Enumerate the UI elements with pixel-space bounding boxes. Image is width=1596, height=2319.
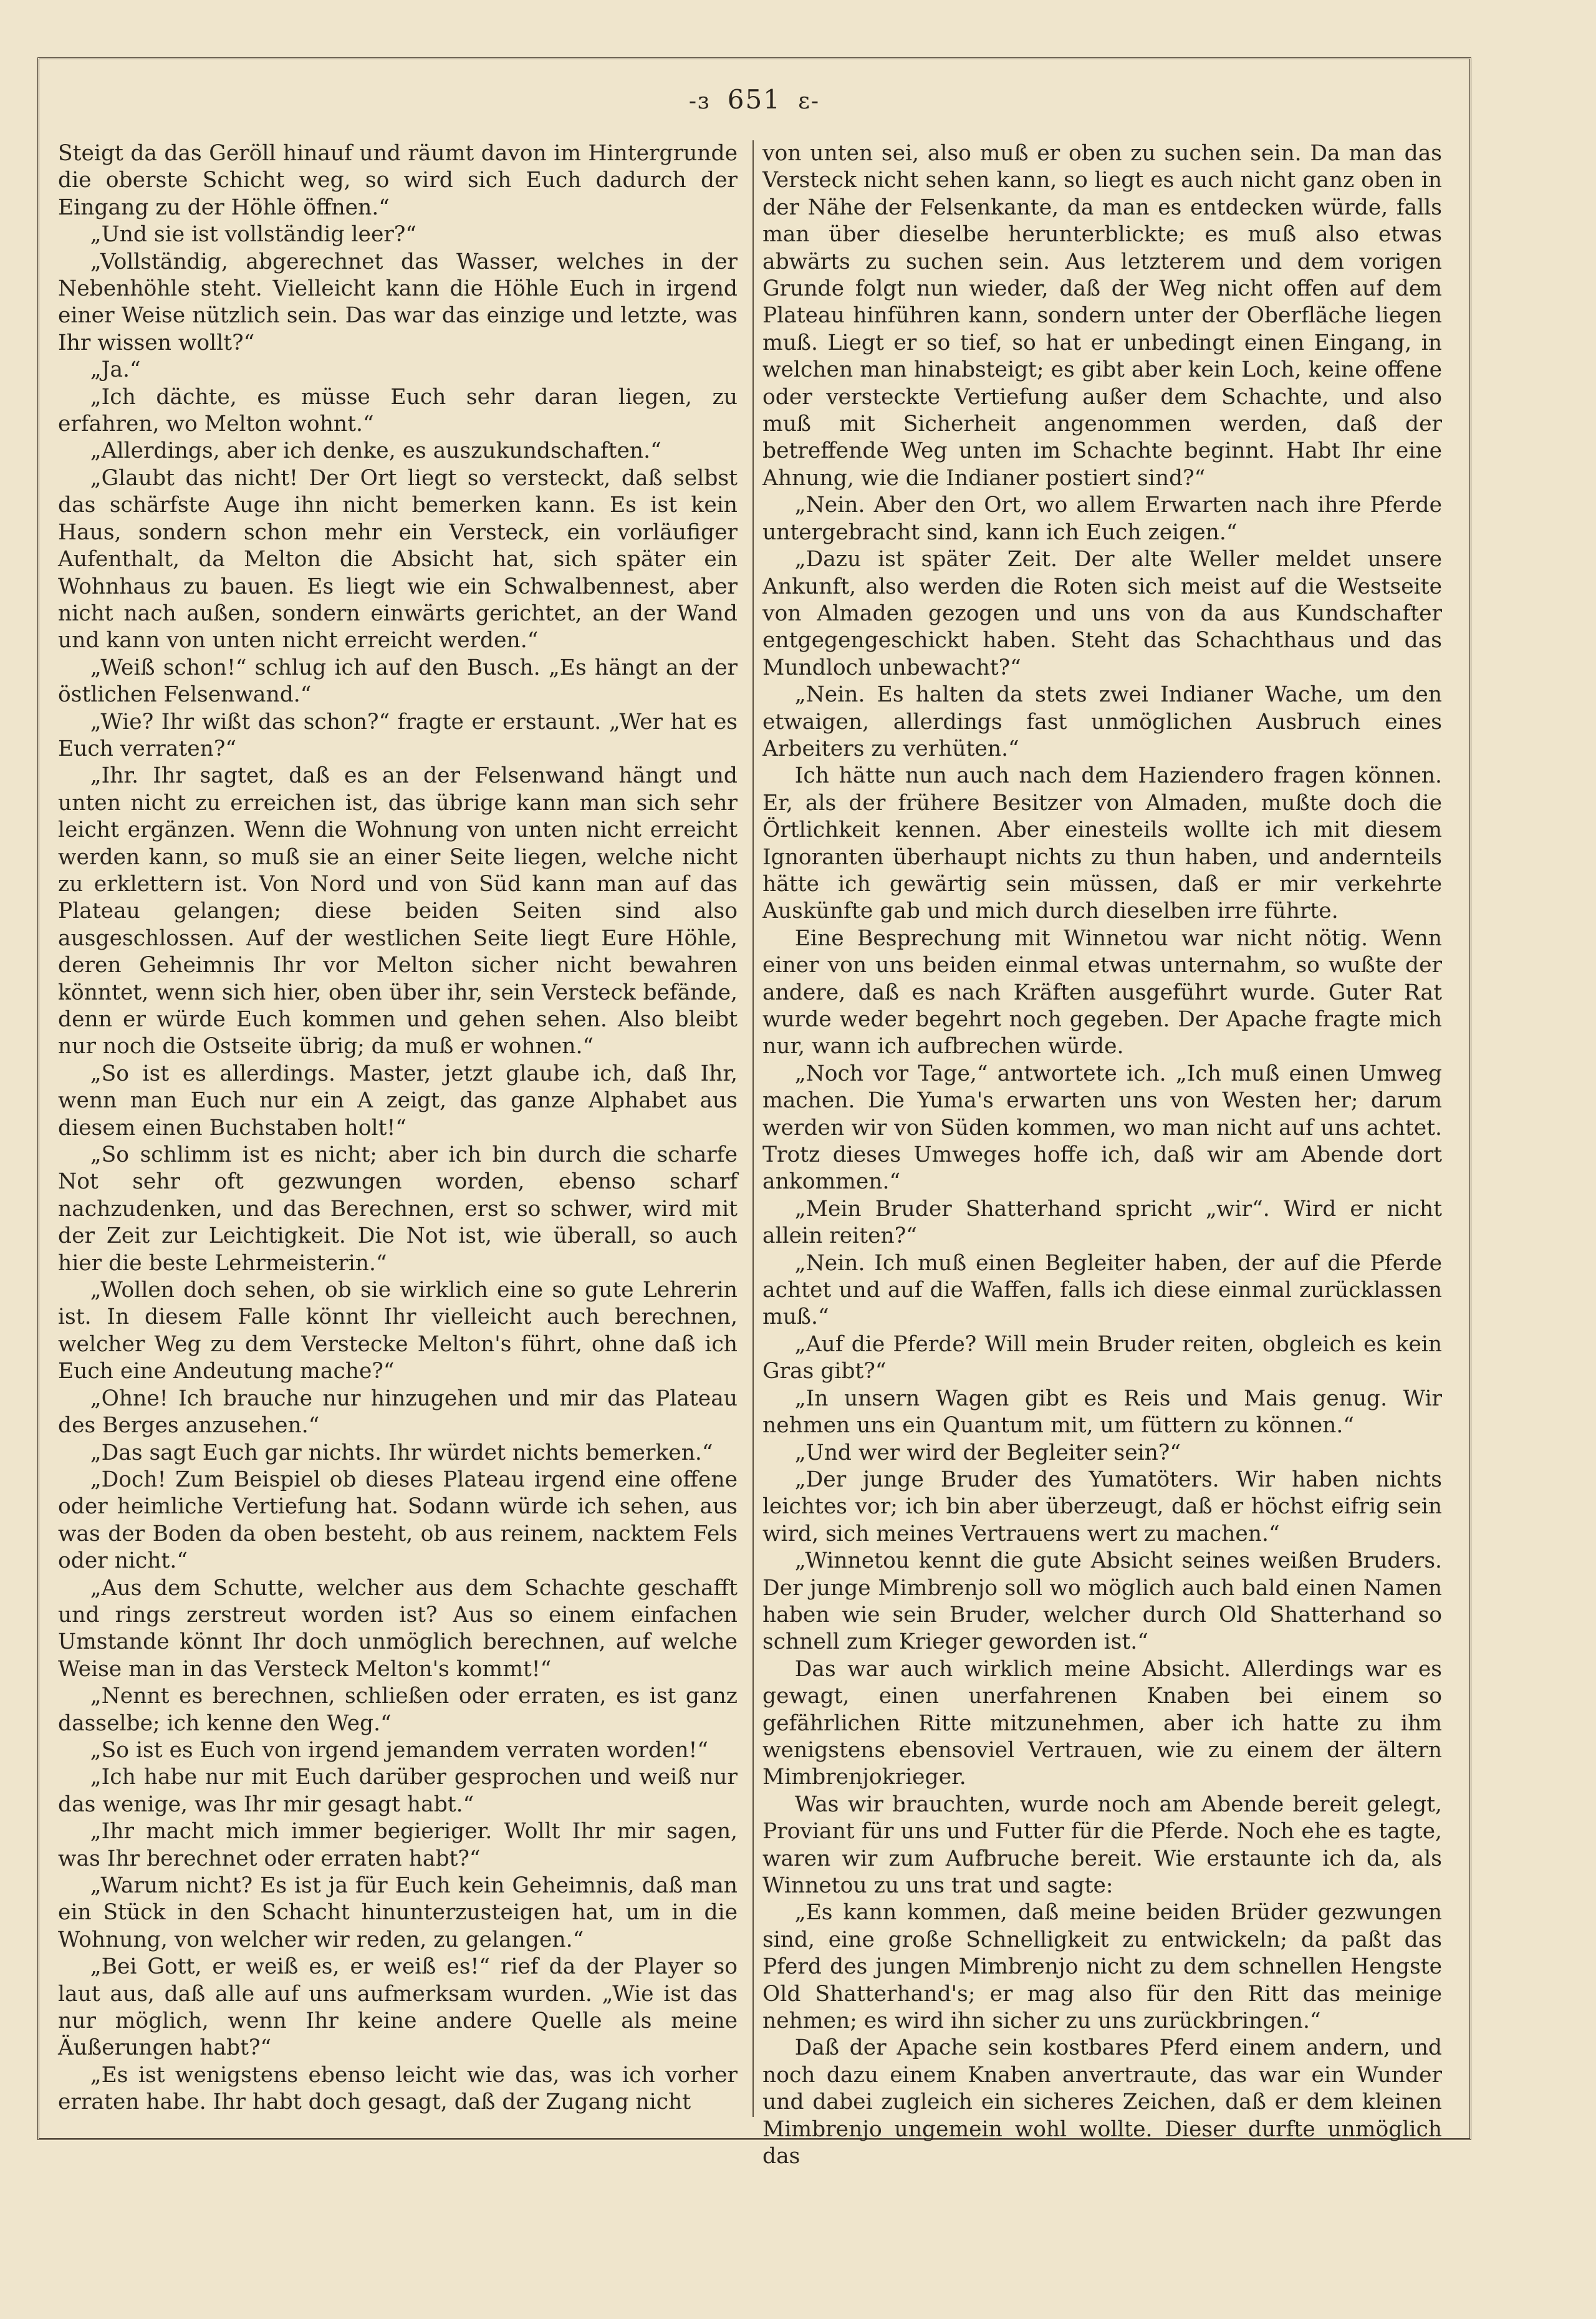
paragraph: „Nennt es berechnen, schließen oder erraten, es ist ganz dasselbe; ich kenne den Weg.“ [58,1684,738,1736]
paragraph: „Ich habe nur mit Euch darüber gesprochen und weiß nur das wenige, was Ihr mir gesagt habt.“ [58,1765,738,1817]
paragraph: Daß der Apache sein kostbares Pferd einem andern, und noch dazu einem Knaben anvertraute, das war ein Wunder und dabei zugleich ein sicheres Zeichen, daß er dem kleinen Mimbrenjo ungemein wohl wollte. Dieser durfte unmöglich das [762,2035,1442,2169]
right-column [762,140,1442,2170]
paragraph: „Doch! Zum Beispiel ob dieses Plateau irgend eine offene oder heimliche Vertiefung hat. Sodann würde ich sehen, aus was der Boden da oben besteht, ob aus reinem, nacktem Fels oder nicht.“ [58,1467,738,1574]
paragraph: „Dazu ist später Zeit. Der alte Weller meldet unsere Ankunft, also werden die Roten sich meist auf die Westseite von Almaden gezogen und uns von da aus Kundschafter entgegengeschickt haben. Steht das Schachthaus und das Mundloch unbewacht?“ [762,547,1442,680]
page-frame [37,57,1471,2169]
paragraph: „Ohne! Ich brauche nur hinzugehen und mir das Plateau des Berges anzusehen.“ [58,1386,738,1439]
paragraph: Das war auch wirklich meine Absicht. Allerdings war es gewagt, einen unerfahrenen Knaben bei einem so gefährlichen Ritte mitzunehmen, aber ich hatte zu ihm wenigstens ebensoviel Vertrauen, wie zu einem der ältern Mimbrenjokrieger. [762,1656,1442,1790]
ornament-left-icon: -ɜ [688,89,711,114]
paragraph: „Das sagt Euch gar nichts. Ihr würdet nichts bemerken.“ [90,1440,713,1465]
paragraph: „Der junge Bruder des Yumatöters. Wir haben nichts leichtes vor; ich bin aber überzeugt, daß er höchst eifrig sein wird, sich meines Vertrauens wert zu machen.“ [762,1467,1442,1546]
paragraph: „Ja.“ [90,357,141,383]
page-header [39,84,1469,115]
paragraph: „Winnetou kennt die gute Absicht seines weißen Bruders. Der junge Mimbrenjo soll wo möglich auch bald einen Namen haben wie sein Bruder, welcher durch Old Shatterhand so schnell zum Krieger geworden ist.“ [762,1548,1442,1655]
paragraph: „Aus dem Schutte, welcher aus dem Schachte geschafft und rings zerstreut worden ist? Aus so einem einfachen Umstande könnt Ihr doch unmöglich berechnen, auf welche Weise man in das Versteck Melton's kommt!“ [58,1575,738,1682]
paragraph: „Wollen doch sehen, ob sie wirklich eine so gute Lehrerin ist. In diesem Falle könnt Ihr vielleicht auch berechnen, welcher Weg zu dem Verstecke Melton's führt, ohne daß ich Euch eine Andeutung mache?“ [58,1278,738,1384]
paragraph: Ich hätte nun auch nach dem Haziendero fragen können. Er, als der frühere Besitzer von Almaden, mußte doch die Örtlichkeit kennen. Aber einesteils wollte ich mit diesem Ignoranten überhaupt nichts zu thun haben, und andernteils hätte ich gewärtig sein müssen, daß er mir verkehrte Auskünfte gab und mich durch dieselben irre führte. [762,763,1442,924]
paragraph: „Es ist wenigstens ebenso leicht wie das, was ich vorher erraten habe. Ihr habt doch gesagt, daß der Zugang nicht [58,2062,738,2115]
paragraph: „Und wer wird der Begleiter sein?“ [794,1440,1181,1465]
paragraph: Was wir brauchten, wurde noch am Abende bereit gelegt, Proviant für uns und Futter für die Pferde. Noch ehe es tagte, waren wir zum Aufbruche bereit. Wie erstaunte ich da, als Winnetou zu uns trat und sagte: [762,1791,1442,1898]
paragraph: Eine Besprechung mit Winnetou war nicht nötig. Wenn einer von uns beiden einmal etwas unternahm, so wußte der andere, daß es nach Kräften ausgeführt wurde. Guter Rat wurde weder begehrt noch gegeben. Der Apache fragte mich nur, wann ich aufbrechen würde. [762,925,1442,1059]
paragraph: „Ihr. Ihr sagtet, daß es an der Felsenwand hängt und unten nicht zu erreichen ist, das übrige kann man sich sehr leicht ergänzen. Wenn die Wohnung von unten nicht erreicht werden kann, so muß sie an einer Seite liegen, welche nicht zu erklettern ist. Von Nord und von Süd kann man auf das Plateau gelangen; diese beiden Seiten sind also ausgeschlossen. Auf der westlichen Seite liegt Eure Höhle, deren Geheimnis Ihr vor Melton sicher nicht bewahren könntet, wenn sich hier, oben über ihr, sein Versteck befände, denn er würde Euch kommen und gehen sehen. Also bleibt nur noch die Ostseite übrig; da muß er wohnen.“ [58,763,738,1059]
paragraph: „So ist es allerdings. Master, jetzt glaube ich, daß Ihr, wenn man Euch nur ein A zeigt, das ganze Alphabet aus diesem einen Buchstaben holt!“ [58,1061,738,1140]
paragraph: „Glaubt das nicht! Der Ort liegt so versteckt, daß selbst das schärfste Auge ihn nicht bemerken kann. Es ist kein Haus, sondern schon mehr ein Versteck, ein vorläufiger Aufenthalt, da Melton die Absicht hat, sich später ein Wohnhaus zu bauen. Es liegt wie ein Schwalbennest, aber nicht nach außen, sondern einwärts gerichtet, an der Wand und kann von unten nicht erreicht werden.“ [58,465,738,653]
paragraph: „Nein. Aber den Ort, wo allem Erwarten nach ihre Pferde untergebracht sind, kann ich Euch zeigen.“ [762,493,1442,545]
paragraph: „Auf die Pferde? Will mein Bruder reiten, obgleich es kein Gras gibt?“ [762,1331,1442,1384]
paragraph: „In unsern Wagen gibt es Reis und Mais genug. Wir nehmen uns ein Quantum mit, um füttern zu können.“ [762,1386,1442,1439]
ornament-right-icon: ɛ- [798,89,820,114]
paragraph: „Und sie ist vollständig leer?“ [90,222,417,248]
paragraph: „Ihr macht mich immer begieriger. Wollt Ihr mir sagen, was Ihr berechnet oder erraten habt?“ [58,1819,738,1871]
left-column [58,140,738,2116]
paragraph: „Nein. Ich muß einen Begleiter haben, der auf die Pferde achtet und auf die Waffen, falls ich diese einmal zurücklassen muß.“ [762,1250,1442,1330]
paragraph: „Allerdings, aber ich denke, es auszukundschaften.“ [90,438,661,464]
page-number: 651 [727,84,781,115]
paragraph: „Mein Bruder Shatterhand spricht „wir“. Wird er nicht allein reiten?“ [762,1196,1442,1249]
paragraph: von unten sei, also muß er oben zu suchen sein. Da man das Versteck nicht sehen kann, so liegt es auch nicht ganz oben in der Nähe der Felsenkante, da man es entdecken würde, falls man über dieselbe herunterblickte; es muß also etwas abwärts zu suchen sein. Aus letzterem und dem vorigen Grunde folgt nun wieder, daß der Weg nicht offen auf dem Plateau hinführen kann, sondern unter der Oberfläche liegen muß. Liegt er so tief, so hat er unbedingt einen Eingang, in welchen man hinabsteigt; es gibt aber kein Loch, keine offene oder versteckte Vertiefung außer dem Schachte, und also muß mit Sicherheit angenommen werden, daß der betreffende Weg unten im Schachte beginnt. Habt Ihr eine Ahnung, wie die Indianer postiert sind?“ [762,141,1442,491]
paragraph: „Noch vor Tage,“ antwortete ich. „Ich muß einen Umweg machen. Die Yuma's erwarten uns von Westen her; darum werden wir von Süden kommen, wo man nicht auf uns achtet. Trotz dieses Umweges hoffe ich, daß wir am Abende dort ankommen.“ [762,1061,1442,1195]
paragraph: „Ich dächte, es müsse Euch sehr daran liegen, zu erfahren, wo Melton wohnt.“ [58,384,738,437]
paragraph: Steigt da das Geröll hinauf und räumt davon im Hintergrunde die oberste Schicht weg, so wird sich Euch dadurch der Eingang zu der Höhle öffnen.“ [58,141,738,220]
paragraph: „Es kann kommen, daß meine beiden Brüder gezwungen sind, eine große Schnelligkeit zu entwickeln; da paßt das Pferd des jungen Mimbrenjo nicht zu dem schnellen Hengste Old Shatterhand's; er mag also für den Ritt das meinige nehmen; es wird ihn sicher zu uns zurückbringen.“ [762,1900,1442,2034]
paragraph: „Nein. Es halten da stets zwei Indianer Wache, um den etwaigen, allerdings fast unmöglichen Ausbruch eines Arbeiters zu verhüten.“ [762,682,1442,761]
paragraph: „So schlimm ist es nicht; aber ich bin durch die scharfe Not sehr oft gezwungen worden, ebenso scharf nachzudenken, und das Berechnen, erst so schwer, wird mit der Zeit zur Leichtigkeit. Die Not ist, wie überall, so auch hier die beste Lehrmeisterin.“ [58,1142,738,1276]
paragraph: „So ist es Euch von irgend jemandem verraten worden!“ [90,1737,709,1763]
paragraph: „Wie? Ihr wißt das schon?“ fragte er erstaunt. „Wer hat es Euch verraten?“ [58,709,738,761]
paragraph: „Weiß schon!“ schlug ich auf den Busch. „Es hängt an der östlichen Felsenwand.“ [58,655,738,708]
paragraph: „Bei Gott, er weiß es, er weiß es!“ rief da der Player so laut aus, daß alle auf uns aufmerksam wurden. „Wie ist das nur möglich, wenn Ihr keine andere Quelle als meine Äußerungen habt?“ [58,1954,738,2061]
paragraph: „Vollständig, abgerechnet das Wasser, welches in der Nebenhöhle steht. Vielleicht kann die Höhle Euch in irgend einer Weise nützlich sein. Das war das einzige und letzte, was Ihr wissen wollt?“ [58,249,738,355]
column-divider [752,140,754,2117]
paragraph: „Warum nicht? Es ist ja für Euch kein Geheimnis, daß man ein Stück in den Schacht hinunterzusteigen hat, um in die Wohnung, von welcher wir reden, zu gelangen.“ [58,1873,738,1952]
